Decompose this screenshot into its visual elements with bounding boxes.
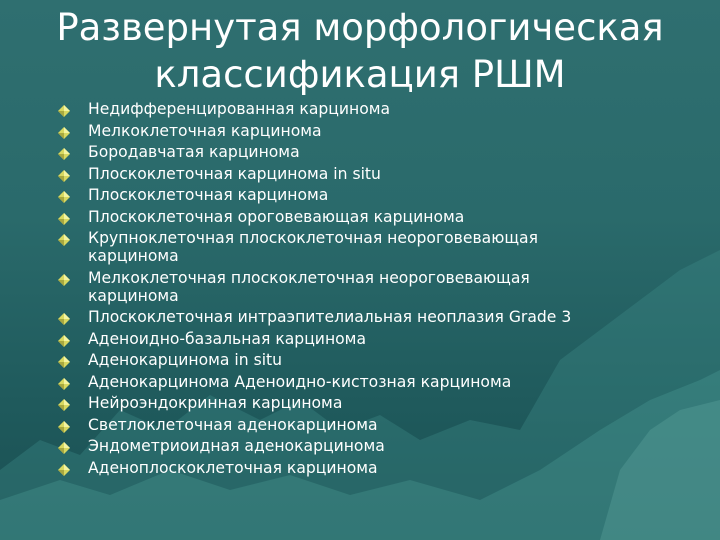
list-item-text: Плоскоклеточная карцинома in situ bbox=[88, 164, 381, 183]
list-item-text: Недифференцированная карцинома bbox=[88, 100, 391, 118]
diamond-bullet-icon bbox=[58, 378, 70, 390]
diamond-bullet-icon bbox=[58, 399, 70, 411]
diamond-bullet-icon bbox=[58, 421, 70, 433]
diamond-bullet-icon bbox=[58, 335, 70, 347]
title-line-2: классификация РШМ bbox=[154, 53, 566, 96]
list-item bbox=[56, 437, 696, 455]
classification-list bbox=[56, 100, 696, 480]
list-item bbox=[56, 122, 696, 140]
title-line-1: Развернутая морфологическая bbox=[56, 6, 664, 49]
list-item bbox=[56, 269, 696, 305]
list-item-text: Аденоплоскоклеточная карцинома bbox=[88, 458, 378, 477]
list-item-text-continued: карцинома bbox=[88, 286, 179, 305]
list-item bbox=[56, 394, 696, 412]
list-item-text: Мелкоклеточная плоскоклеточная неороговевающая bbox=[88, 268, 530, 287]
list-item-text: Мелкоклеточная карцинома bbox=[88, 121, 322, 140]
list-item bbox=[56, 229, 696, 265]
list-item bbox=[56, 330, 696, 348]
list-item-text: Аденокарцинома in situ bbox=[88, 351, 283, 369]
list-item bbox=[56, 308, 696, 326]
slide-title bbox=[0, 4, 720, 98]
diamond-bullet-icon bbox=[58, 105, 70, 117]
diamond-bullet-icon bbox=[58, 356, 70, 368]
list-item bbox=[56, 208, 696, 226]
diamond-bullet-icon bbox=[58, 234, 70, 246]
diamond-bullet-icon bbox=[58, 274, 70, 286]
diamond-bullet-icon bbox=[58, 442, 70, 454]
list-item-text: Крупноклеточная плоскоклеточная неороговевающая bbox=[88, 229, 538, 247]
list-item-text: Аденокарцинома Аденоидно-кистозная карцинома bbox=[88, 372, 512, 391]
list-item-text: Эндометриоидная аденокарцинома bbox=[88, 437, 385, 455]
diamond-bullet-icon bbox=[58, 464, 70, 476]
diamond-bullet-icon bbox=[58, 170, 70, 182]
list-item-text: Плоскоклеточная ороговевающая карцинома bbox=[88, 207, 465, 226]
list-item bbox=[56, 351, 696, 369]
list-item-text: Аденоидно-базальная карцинома bbox=[88, 329, 366, 348]
list-item bbox=[56, 100, 696, 118]
diamond-bullet-icon bbox=[58, 191, 70, 203]
list-item-text: Плоскоклеточная карцинома bbox=[88, 186, 329, 204]
list-item-text-continued: карцинома bbox=[88, 247, 179, 265]
diamond-bullet-icon bbox=[58, 213, 70, 225]
list-item bbox=[56, 373, 696, 391]
list-item bbox=[56, 416, 696, 434]
diamond-bullet-icon bbox=[58, 127, 70, 139]
list-item bbox=[56, 459, 696, 477]
list-item-text: Нейроэндокринная карцинома bbox=[88, 394, 343, 412]
diamond-bullet-icon bbox=[58, 313, 70, 325]
diamond-bullet-icon bbox=[58, 148, 70, 160]
list-item-text: Плоскоклеточная интраэпителиальная неоплазия Grade 3 bbox=[88, 308, 572, 326]
list-item-text: Светлоклеточная аденокарцинома bbox=[88, 415, 378, 434]
list-item bbox=[56, 143, 696, 161]
list-item bbox=[56, 165, 696, 183]
list-item bbox=[56, 186, 696, 204]
list-item-text: Бородавчатая карцинома bbox=[88, 143, 300, 161]
